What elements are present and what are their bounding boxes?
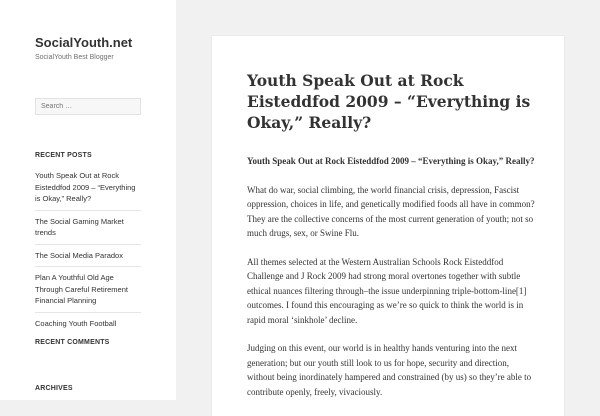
article-lead: Youth Speak Out at Rock Eisteddfod 2009 – “Everything is Okay,” Really? (247, 156, 535, 166)
recent-post-link[interactable]: Plan A Youthful Old Age Through Careful Retirement Financial Planning (35, 273, 128, 305)
article-content (247, 154, 537, 413)
recent-post-link[interactable]: Coaching Youth Football (35, 318, 117, 328)
recent-posts-title: RECENT POSTS (35, 152, 92, 159)
search-input[interactable] (35, 98, 141, 115)
list-item (35, 272, 141, 313)
recent-posts-list (35, 170, 141, 339)
article-card (212, 36, 564, 416)
article-paragraph: Judging on this event, our world is in healthy hands venturing into the next generation; but our youth still look to us for hope, security and direction, without being inordinately hampered and constrained (by us) so they’re able to contribute openly, freely, vivaciously. (247, 343, 532, 397)
list-item (35, 216, 141, 245)
recent-post-link[interactable]: The Social Media Paradox (35, 250, 123, 260)
list-item (35, 250, 141, 268)
list-item (35, 170, 141, 211)
archives-title: ARCHIVES (35, 385, 73, 392)
article-paragraph: All themes selected at the Western Australian Schools Rock Eisteddfod Challenge and J Rock 2009 had strong moral overtones together with subtle ethical nuances filtering through–the issue underpinning triple-bottom-line[1] outcomes. I found this encouraging as we’re so quick to think the world is in rapid moral ‘sinkhole’ decline. (247, 256, 527, 325)
recent-post-link[interactable]: The Social Gaming Market trends (35, 216, 124, 237)
site-description: SocialYouth Best Blogger (35, 54, 114, 61)
site-title-link[interactable]: SocialYouth.net (35, 35, 133, 50)
article-title: Youth Speak Out at Rock Eisteddfod 2009 – “Everything is Okay,” Really? (247, 71, 531, 132)
recent-comments-title: RECENT COMMENTS (35, 339, 110, 346)
article-paragraph: What do war, social climbing, the world financial crisis, depression, Fascist oppression, choices in life, and genetically modified foods all have in common? They are the collective concerns of the most current generation of youth; not so much drugs, sex, or Swine Flu. (247, 184, 535, 238)
list-item (35, 318, 141, 335)
sidebar (0, 0, 176, 400)
recent-post-link[interactable]: Youth Speak Out at Rock Eisteddfod 2009 – “Everything is Okay,” Really? (35, 171, 136, 203)
